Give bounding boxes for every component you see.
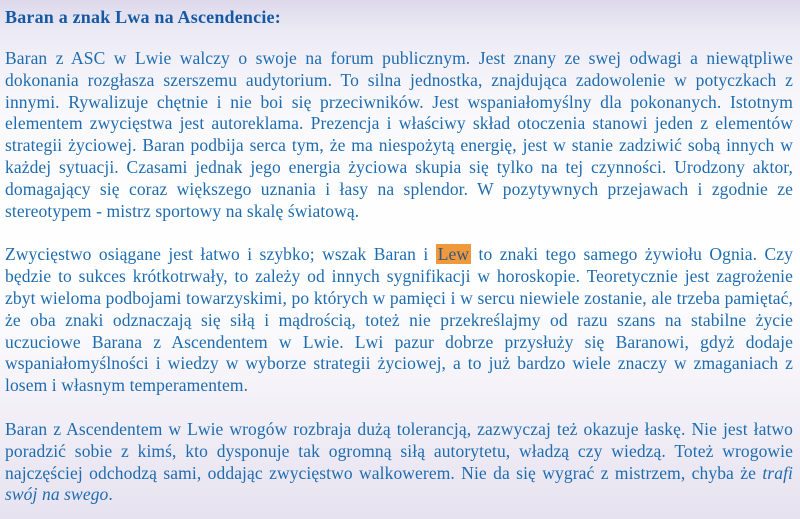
paragraph-1-text: Baran z ASC w Lwie walczy o swoje na forum publicznym. Jest znany ze swej odwagi a niewątpliwe dokonania rozgłasza szerszemu audytorium. To silna jednostka, znajdująca zadowolenie w potyczkach z innymi. Rywalizuje chętnie i nie boi się przeciwników. Jest wspaniałomyślny dla pokonanych. Istotnym elementem zwycięstwa jest autoreklama. Prezencja i właściwy skład otoczenia stanowi jeden z elementów strategii życiowej. Baran podbija serca tym, że ma niespożytą energię, jest w stanie zadziwić sobą innych w każdej sytuacji. Czasami jednak jego energia życiowa skupia się tylko na tej czynności. Urodzony aktor, domagający się coraz większego uznania i łasy na splendor. W pozytywnych przejawach i zgodnie ze stereotypem - mistrz sportowy na skalę światową. [5, 48, 793, 221]
article-heading: Baran a znak Lwa na Ascendencie: [5, 7, 281, 27]
paragraph-3 [5, 419, 793, 506]
paragraph-2-text-after-highlight: to znaki tego samego żywiołu Ognia. Czy będzie to sukces krótkotrwały, to zależy od innych sygnifikacji w horoskopie. Teoretycznie jest zagrożenie zbyt wieloma podbojami towarzyskimi, po których w pamięci i w sercu niewiele zostanie, ale trzeba pamiętać, że oba znaki odznaczają się siłą i mądrością, toteż nie przekreślajmy od razu szans na stabilne życie uczuciowe Barana z Ascendentem w Lwie. Lwi pazur dobrze przysłuży się Baranowi, gdyż dodaje wspaniałomyślności i wiedzy w wyborze strategii życiowej, a to już bardzo wiele znaczy w zmaganiach z losem i własnym temperamentem. [5, 244, 793, 396]
highlighted-word: Lew [437, 244, 470, 265]
italic-phrase: trafi swój na swego [5, 462, 793, 505]
paragraph-2 [5, 244, 793, 397]
paragraph-3-text-after-italic: . [108, 484, 113, 505]
paragraph-2-text-before-highlight: Zwycięstwo osiągane jest łatwo i szybko; wszak Baran i [5, 244, 436, 265]
paragraph-1 [5, 48, 793, 222]
paragraph-3-text-before-italic: Baran z Ascendentem w Lwie wrogów rozbraja dużą tolerancją, zazwyczaj też okazuje łaskę. Nie jest łatwo poradzić sobie z kimś, kto dysponuje tak ogromną siłą autorytetu, władzą czy wiedzą. Toteż wrogowie najczęściej odchodzą sami, oddając zwycięstwo walkowerem. Nie da się wygrać z mistrzem, chyba że [5, 418, 793, 483]
